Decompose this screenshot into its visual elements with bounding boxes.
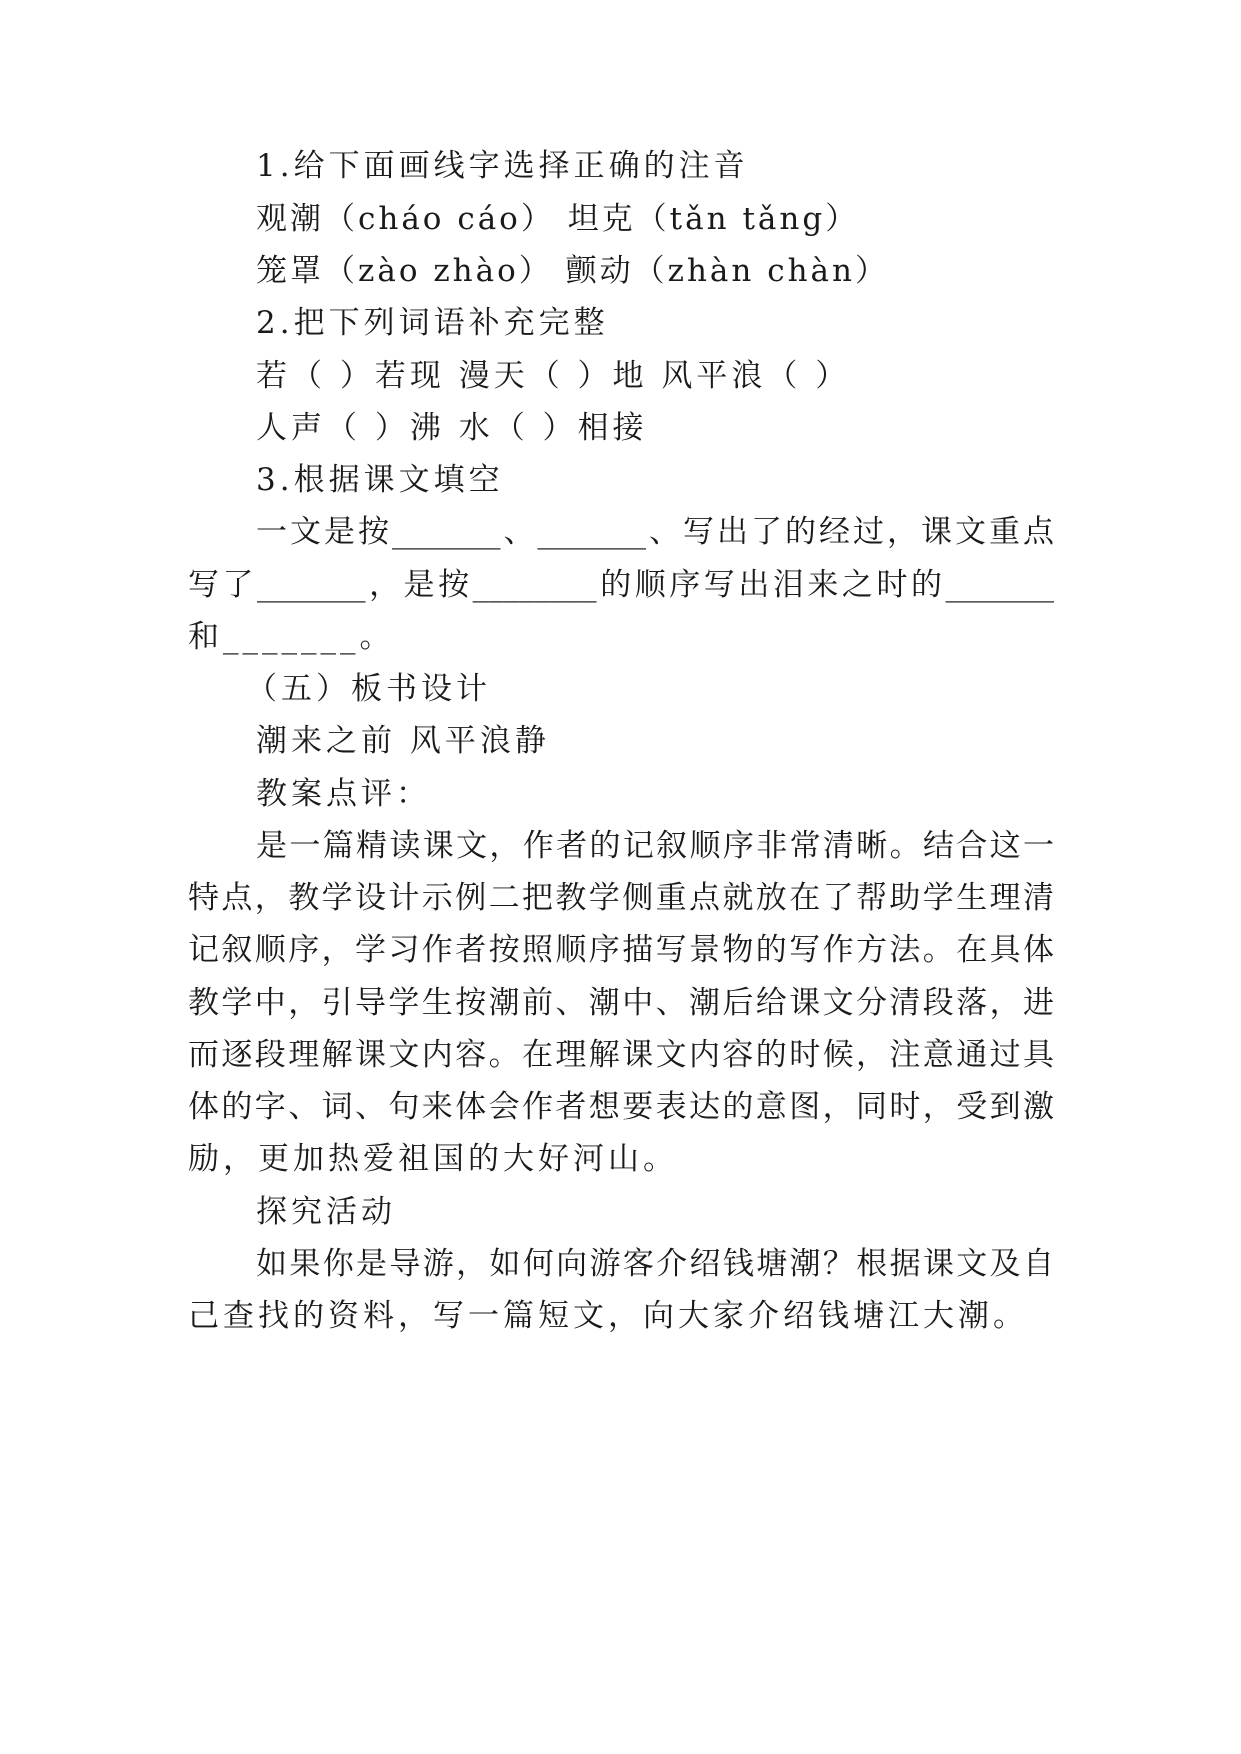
question-2-row-1: 若（ ）若现 漫天（ ）地 风平浪（ ） [256, 358, 851, 394]
lesson-comment-line-3: 记叙顺序，学习作者按照顺序描写景物的写作方法。在具体 [188, 932, 1054, 968]
question-1-row-1: 观潮（cháo cáo） 坦克（tǎn tǎng） [256, 201, 860, 237]
lesson-comment-line-7: 励，更加热爱祖国的大好河山。 [188, 1141, 678, 1177]
inquiry-activity-title: 探究活动 [256, 1194, 396, 1230]
question-3-title: 3.根据课文填空 [256, 462, 504, 498]
question-1-row-2: 笼罩（zào zhào） 颤动（zhàn chàn） [256, 253, 890, 289]
board-design-line: 潮来之前 风平浪静 [256, 723, 550, 759]
lesson-comment-line-6: 体的字、词、句来体会作者想要表达的意图，同时，受到激 [188, 1089, 1054, 1125]
question-1-title: 1.给下面画线字选择正确的注音 [256, 148, 749, 184]
inquiry-activity-line-1: 如果你是导游，如何向游客介绍钱塘潮？根据课文及自 [256, 1246, 1054, 1282]
lesson-comment-line-5: 而逐段理解课文内容。在理解课文内容的时候，注意通过具 [188, 1037, 1054, 1073]
section-5-title: （五）板书设计 [246, 671, 491, 707]
inquiry-activity-line-2: 己查找的资料，写一篇短文，向大家介绍钱塘江大潮。 [188, 1298, 1028, 1334]
question-2-title: 2.把下列词语补充完整 [256, 305, 609, 341]
question-3-paragraph-line-1: 一文是按_______、_______、写出了的经过，课文重点 [256, 514, 1054, 550]
lesson-comment-title: 教案点评： [256, 776, 431, 812]
lesson-comment-line-1: 是一篇精读课文，作者的记叙顺序非常清晰。结合这一 [256, 828, 1054, 864]
lesson-comment-line-4: 教学中，引导学生按潮前、潮中、潮后给课文分清段落，进 [188, 985, 1054, 1021]
question-3-paragraph-line-3: 和_______。 [188, 619, 395, 655]
question-2-row-2: 人声（ ）沸 水（ ）相接 [256, 410, 648, 446]
lesson-comment-line-2: 特点，教学设计示例二把教学侧重点就放在了帮助学生理清 [188, 880, 1054, 916]
question-3-paragraph-line-2: 写了_______，是按________的顺序写出泪来之时的_______ [188, 567, 1054, 603]
